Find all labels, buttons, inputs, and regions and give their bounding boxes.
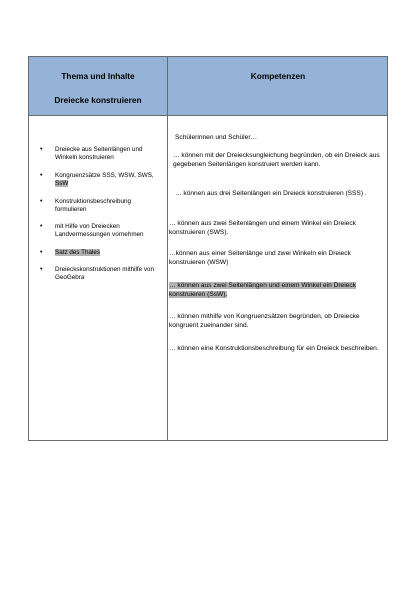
header-competencies-title: Kompetenzen <box>250 71 306 81</box>
highlighted-text: SsW <box>55 180 69 188</box>
header-cell-competencies <box>168 57 388 115</box>
competency-item: …können aus einer Seitenlänge und zwei Winkeln ein Dreieck konstruieren (WSW) <box>169 250 351 267</box>
competency-item <box>169 281 381 300</box>
competencies-intro: Schülerinnen und Schüler… <box>175 134 258 141</box>
highlighted-text: Satz des Thales <box>55 249 101 256</box>
competency-item: … können eine Konstruktionsbeschreibung für ein Dreieck beschreiben. <box>169 345 379 352</box>
topic-item: • mit Hilfe von Dreiecken Landvermessungen vornehmen <box>55 223 163 240</box>
header-cell-topic <box>29 57 167 115</box>
competency-item: … können mit der Dreiecksungleichung begründen, ob ein Dreieck aus gegebenen Seitenlängen konstruiert werden kann. <box>173 152 380 169</box>
competency-item: … können aus drei Seitenlängen ein Dreieck konstruieren (SSS) . <box>175 190 367 197</box>
topic-item: • Kongruenzsätze SSS, WSW, SWS, SsW <box>55 172 163 189</box>
curriculum-table <box>28 56 388 441</box>
competency-item: … können aus zwei Seitenlängen und einem Winkel ein Dreieck konstruieren (SWS). <box>169 220 356 237</box>
highlighted-text: … können aus zwei Seitenlängen und einem Winkel ein Dreieck konstruieren (SsW). <box>169 282 356 299</box>
competency-item: … können mithilfe von Kongruenzsätzen begründen, ob Dreiecke kongruent zueinander sind. <box>169 313 360 330</box>
topic-item: • Konstruktionsbeschreibung formulieren <box>55 198 163 215</box>
header-topic-subtitle: Dreiecke konstruieren <box>54 95 142 105</box>
topic-item: • Dreiecke aus Seitenlängen und Winkeln konstruieren <box>55 146 163 163</box>
header-topic-title: Thema und Inhalte <box>61 71 135 81</box>
topic-item: • Dreieckskonstruktionen mithilfe von GeoGebra <box>55 266 163 283</box>
topic-item <box>55 249 163 257</box>
